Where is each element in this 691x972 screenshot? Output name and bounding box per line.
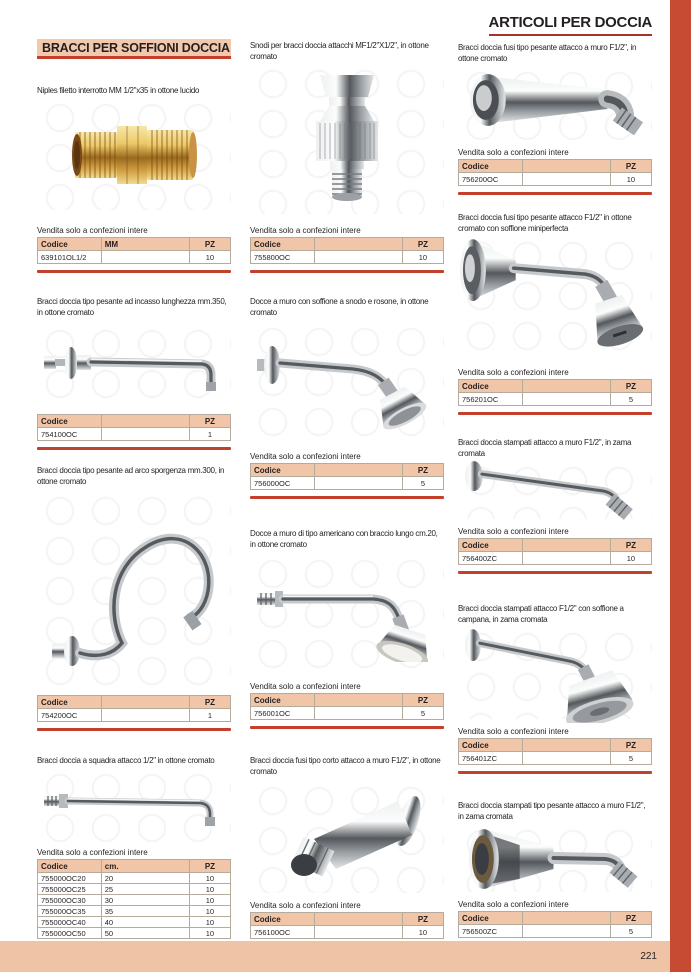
product-table [458, 159, 652, 186]
product-table [37, 859, 231, 939]
cell-pz: 5 [610, 925, 651, 938]
cell-pz: 10 [402, 926, 443, 939]
brass-nipple-drawing [69, 104, 199, 204]
cell-pz: 5 [610, 393, 651, 406]
product-card-stampati-pesante [458, 800, 652, 938]
cell-codice: 755000OC50 [38, 928, 102, 939]
cell-codice: 754200OC [38, 709, 102, 722]
table-row [38, 895, 231, 906]
table-header-cm: cm. [101, 860, 189, 873]
cell-mm [101, 251, 189, 264]
sale-note: Vendita solo a confezioni intere [458, 148, 569, 157]
section-divider [250, 270, 444, 273]
table-row [459, 173, 652, 186]
section-divider [37, 270, 231, 273]
product-table [37, 237, 231, 264]
short-cast-arm-photo [250, 781, 444, 893]
product-description: Bracci doccia fusi tipo corto attacco a muro F1/2", in ottone cromato [250, 756, 441, 776]
product-card-americano [250, 528, 444, 729]
product-table [250, 693, 444, 720]
sale-note: Vendita solo a confezioni intere [458, 368, 569, 377]
cell-pz: 10 [189, 895, 230, 906]
table-header-empty [522, 160, 610, 173]
section-header-left [37, 39, 231, 59]
cell-pz: 1 [189, 428, 230, 441]
cell-codice: 755000OC35 [38, 906, 102, 917]
sale-note: Vendita solo a confezioni intere [37, 226, 148, 235]
product-card-snodi [250, 40, 444, 273]
footer-bar [0, 941, 691, 972]
table-header-codice: Codice [459, 160, 523, 173]
table-header-empty [522, 912, 610, 925]
cell-pz: 10 [402, 251, 443, 264]
table-header-codice: Codice [459, 539, 523, 552]
product-description: Niples filetto interrotto MM 1/2"x35 in ottone lucido [37, 86, 200, 95]
cell-pz: 10 [189, 873, 230, 884]
table-row [459, 925, 652, 938]
table-row [251, 926, 444, 939]
cell-pz: 10 [610, 173, 651, 186]
table-row [251, 707, 444, 720]
right-edge-accent-bar [670, 0, 691, 972]
section-divider [458, 771, 652, 774]
product-card-arco [37, 465, 231, 731]
section-divider [37, 728, 231, 731]
product-description: Docce a muro di tipo americano con braccio lungo cm.20, in ottone cromato [250, 529, 438, 549]
straight-arm-drawing [42, 336, 227, 394]
wall-shower-drawing [255, 329, 440, 437]
square-arm-photo [37, 768, 231, 842]
miniperfecta-drawing [458, 234, 652, 362]
table-header-empty [101, 415, 189, 428]
product-table [250, 912, 444, 939]
cell-codice: 756400ZC [459, 552, 523, 565]
table-row [251, 251, 444, 264]
cell-pz: 10 [189, 917, 230, 928]
cell-pz: 10 [610, 552, 651, 565]
table-header-empty [314, 238, 402, 251]
cell-pz: 10 [189, 251, 230, 264]
stamped-arm-bell-head-photo [458, 627, 652, 719]
table-row [38, 884, 231, 895]
cell-codice: 755000OC40 [38, 917, 102, 928]
cell-cm: 25 [101, 884, 189, 895]
table-header-pz: PZ [610, 160, 651, 173]
cell-codice: 755800OC [251, 251, 315, 264]
product-table [458, 379, 652, 406]
product-table [250, 237, 444, 264]
table-row [459, 752, 652, 765]
stamped-arm-photo [458, 461, 652, 519]
cell-codice: 755000OC30 [38, 895, 102, 906]
table-header-mm: MM [101, 238, 189, 251]
product-card-stampati [458, 437, 652, 574]
product-table [458, 538, 652, 565]
cell-pz: 5 [402, 477, 443, 490]
american-shower-drawing [255, 567, 440, 662]
table-header-codice: Codice [38, 860, 102, 873]
table-header-codice: Codice [38, 696, 102, 709]
cell-codice: 639101OL1/2 [38, 251, 102, 264]
product-description: Bracci doccia tipo pesante ad incasso lunghezza mm.350, in ottone cromato [37, 297, 227, 317]
table-header-empty [314, 694, 402, 707]
table-header-empty [314, 913, 402, 926]
cell-empty [101, 428, 189, 441]
table-header-pz: PZ [402, 694, 443, 707]
page-number: 221 [640, 951, 657, 962]
table-header-empty [522, 539, 610, 552]
cell-empty [314, 477, 402, 490]
bell-head-drawing [458, 623, 652, 723]
product-description: Bracci doccia tipo pesante ad arco sporgenza mm.300, in ottone cromato [37, 466, 225, 486]
table-row [38, 428, 231, 441]
square-arm-drawing [42, 780, 227, 830]
cell-cm: 40 [101, 917, 189, 928]
cell-empty [101, 709, 189, 722]
cell-empty [522, 173, 610, 186]
product-card-miniperfecta [458, 212, 652, 415]
table-header-pz: PZ [610, 380, 651, 393]
table-header-codice: Codice [459, 739, 523, 752]
table-header-pz: PZ [189, 415, 230, 428]
table-row [38, 917, 231, 928]
section-divider [458, 192, 652, 195]
heavy-cast-arm-photo [458, 66, 652, 140]
sale-note: Vendita solo a confezioni intere [458, 900, 569, 909]
sale-note: Vendita solo a confezioni intere [458, 527, 569, 536]
cell-codice: 755000OC20 [38, 873, 102, 884]
heavy-arm-drawing [458, 63, 652, 143]
product-table [37, 414, 231, 441]
cell-empty [522, 925, 610, 938]
cell-empty [522, 752, 610, 765]
cell-codice: 754100OC [38, 428, 102, 441]
cell-codice: 756500ZC [459, 925, 523, 938]
stamped-arm-drawing [458, 459, 652, 521]
table-header-codice: Codice [38, 238, 102, 251]
table-header-pz: PZ [189, 696, 230, 709]
cell-codice: 756401ZC [459, 752, 523, 765]
product-card-niples [37, 85, 231, 273]
cell-codice: 756000OC [251, 477, 315, 490]
table-header-pz: PZ [610, 739, 651, 752]
sale-note: Vendita solo a confezioni intere [250, 226, 361, 235]
product-description: Snodi per bracci doccia attacchi MF1/2"X1/2", in ottone cromato [250, 41, 429, 61]
short-arm-drawing [262, 785, 432, 890]
cell-cm: 30 [101, 895, 189, 906]
product-card-incasso [37, 296, 231, 450]
cell-pz: 10 [189, 928, 230, 939]
product-description: Bracci doccia fusi tipo pesante attacco F1/2" in ottone cromato con soffione miniperfecta [458, 213, 632, 233]
product-description: Bracci doccia a squadra attacco 1/2" in ottone cromato [37, 756, 215, 765]
heavy-arm-miniperfecta-photo [458, 236, 652, 360]
cell-codice: 756201OC [459, 393, 523, 406]
table-header-pz: PZ [189, 860, 230, 873]
table-header-empty [522, 380, 610, 393]
product-card-doccia-rosone [250, 296, 444, 499]
product-description: Bracci doccia stampati attacco a muro F1/2", in zama cromata [458, 438, 632, 458]
product-card-fusi-pesante [458, 42, 652, 195]
table-header-empty [522, 739, 610, 752]
product-table [37, 695, 231, 722]
product-description: Bracci doccia fusi tipo pesante attacco a muro F1/2", in ottone cromato [458, 43, 637, 63]
table-row [38, 928, 231, 939]
arched-arm-drawing [42, 505, 227, 673]
straight-recessed-arm-photo [37, 324, 231, 406]
table-header-pz: PZ [610, 539, 651, 552]
cell-cm: 35 [101, 906, 189, 917]
table-header-codice: Codice [38, 415, 102, 428]
sale-note: Vendita solo a confezioni intere [37, 848, 148, 857]
product-description: Docce a muro con soffione a snodo e rosone, in ottone cromato [250, 297, 429, 317]
table-header-pz: PZ [610, 912, 651, 925]
product-table [458, 738, 652, 765]
table-header-empty [314, 464, 402, 477]
table-row [38, 709, 231, 722]
product-description: Bracci doccia stampati tipo pesante attacco a muro F1/2", in zama cromata [458, 801, 646, 821]
cell-pz: 5 [610, 752, 651, 765]
section-divider [458, 571, 652, 574]
cell-empty [522, 552, 610, 565]
swivel-joint-drawing [302, 69, 392, 209]
table-row [38, 906, 231, 917]
table-header-empty [101, 696, 189, 709]
product-card-campana [458, 603, 652, 774]
cell-codice: 756100OC [251, 926, 315, 939]
section-divider [250, 496, 444, 499]
cell-empty [314, 926, 402, 939]
section-header-right: ARTICOLI PER DOCCIA [489, 14, 652, 36]
heavy-stamped-cone-arm-photo [458, 824, 652, 892]
cell-pz: 10 [189, 906, 230, 917]
cell-empty [314, 251, 402, 264]
cell-codice: 756001OC [251, 707, 315, 720]
swivel-joint-photo [250, 64, 444, 214]
cell-pz: 5 [402, 707, 443, 720]
cone-arm-drawing [458, 823, 652, 893]
cell-codice: 755000OC25 [38, 884, 102, 895]
table-header-codice: Codice [251, 238, 315, 251]
cell-pz: 10 [189, 884, 230, 895]
product-table [250, 463, 444, 490]
section-header-left-label: BRACCI PER SOFFIONI DOCCIA [42, 40, 230, 55]
product-description: Bracci doccia stampati attacco F1/2" con soffione a campana, in zama cromata [458, 604, 624, 624]
product-table [458, 911, 652, 938]
wall-shower-rosette-photo [250, 322, 444, 444]
brass-nipple-photo [37, 98, 231, 210]
table-header-codice: Codice [251, 464, 315, 477]
sale-note: Vendita solo a confezioni intere [250, 901, 361, 910]
table-header-pz: PZ [402, 238, 443, 251]
sale-note: Vendita solo a confezioni intere [250, 452, 361, 461]
table-header-codice: Codice [251, 694, 315, 707]
table-row [459, 393, 652, 406]
sale-note: Vendita solo a confezioni intere [458, 727, 569, 736]
cell-cm: 20 [101, 873, 189, 884]
table-header-codice: Codice [251, 913, 315, 926]
cell-codice: 756200OC [459, 173, 523, 186]
cell-cm: 50 [101, 928, 189, 939]
table-header-codice: Codice [459, 380, 523, 393]
product-card-corto [250, 755, 444, 939]
arched-arm-photo [37, 491, 231, 687]
table-row [459, 552, 652, 565]
table-header-pz: PZ [402, 464, 443, 477]
table-header-codice: Codice [459, 912, 523, 925]
table-row [38, 251, 231, 264]
section-divider [37, 447, 231, 450]
table-row [251, 477, 444, 490]
sale-note: Vendita solo a confezioni intere [250, 682, 361, 691]
cell-empty [314, 707, 402, 720]
section-divider [250, 726, 444, 729]
cell-pz: 1 [189, 709, 230, 722]
cell-empty [522, 393, 610, 406]
section-divider [458, 412, 652, 415]
table-header-pz: PZ [189, 238, 230, 251]
product-card-squadra [37, 755, 231, 939]
american-wall-shower-photo [250, 554, 444, 674]
table-row [38, 873, 231, 884]
table-header-pz: PZ [402, 913, 443, 926]
